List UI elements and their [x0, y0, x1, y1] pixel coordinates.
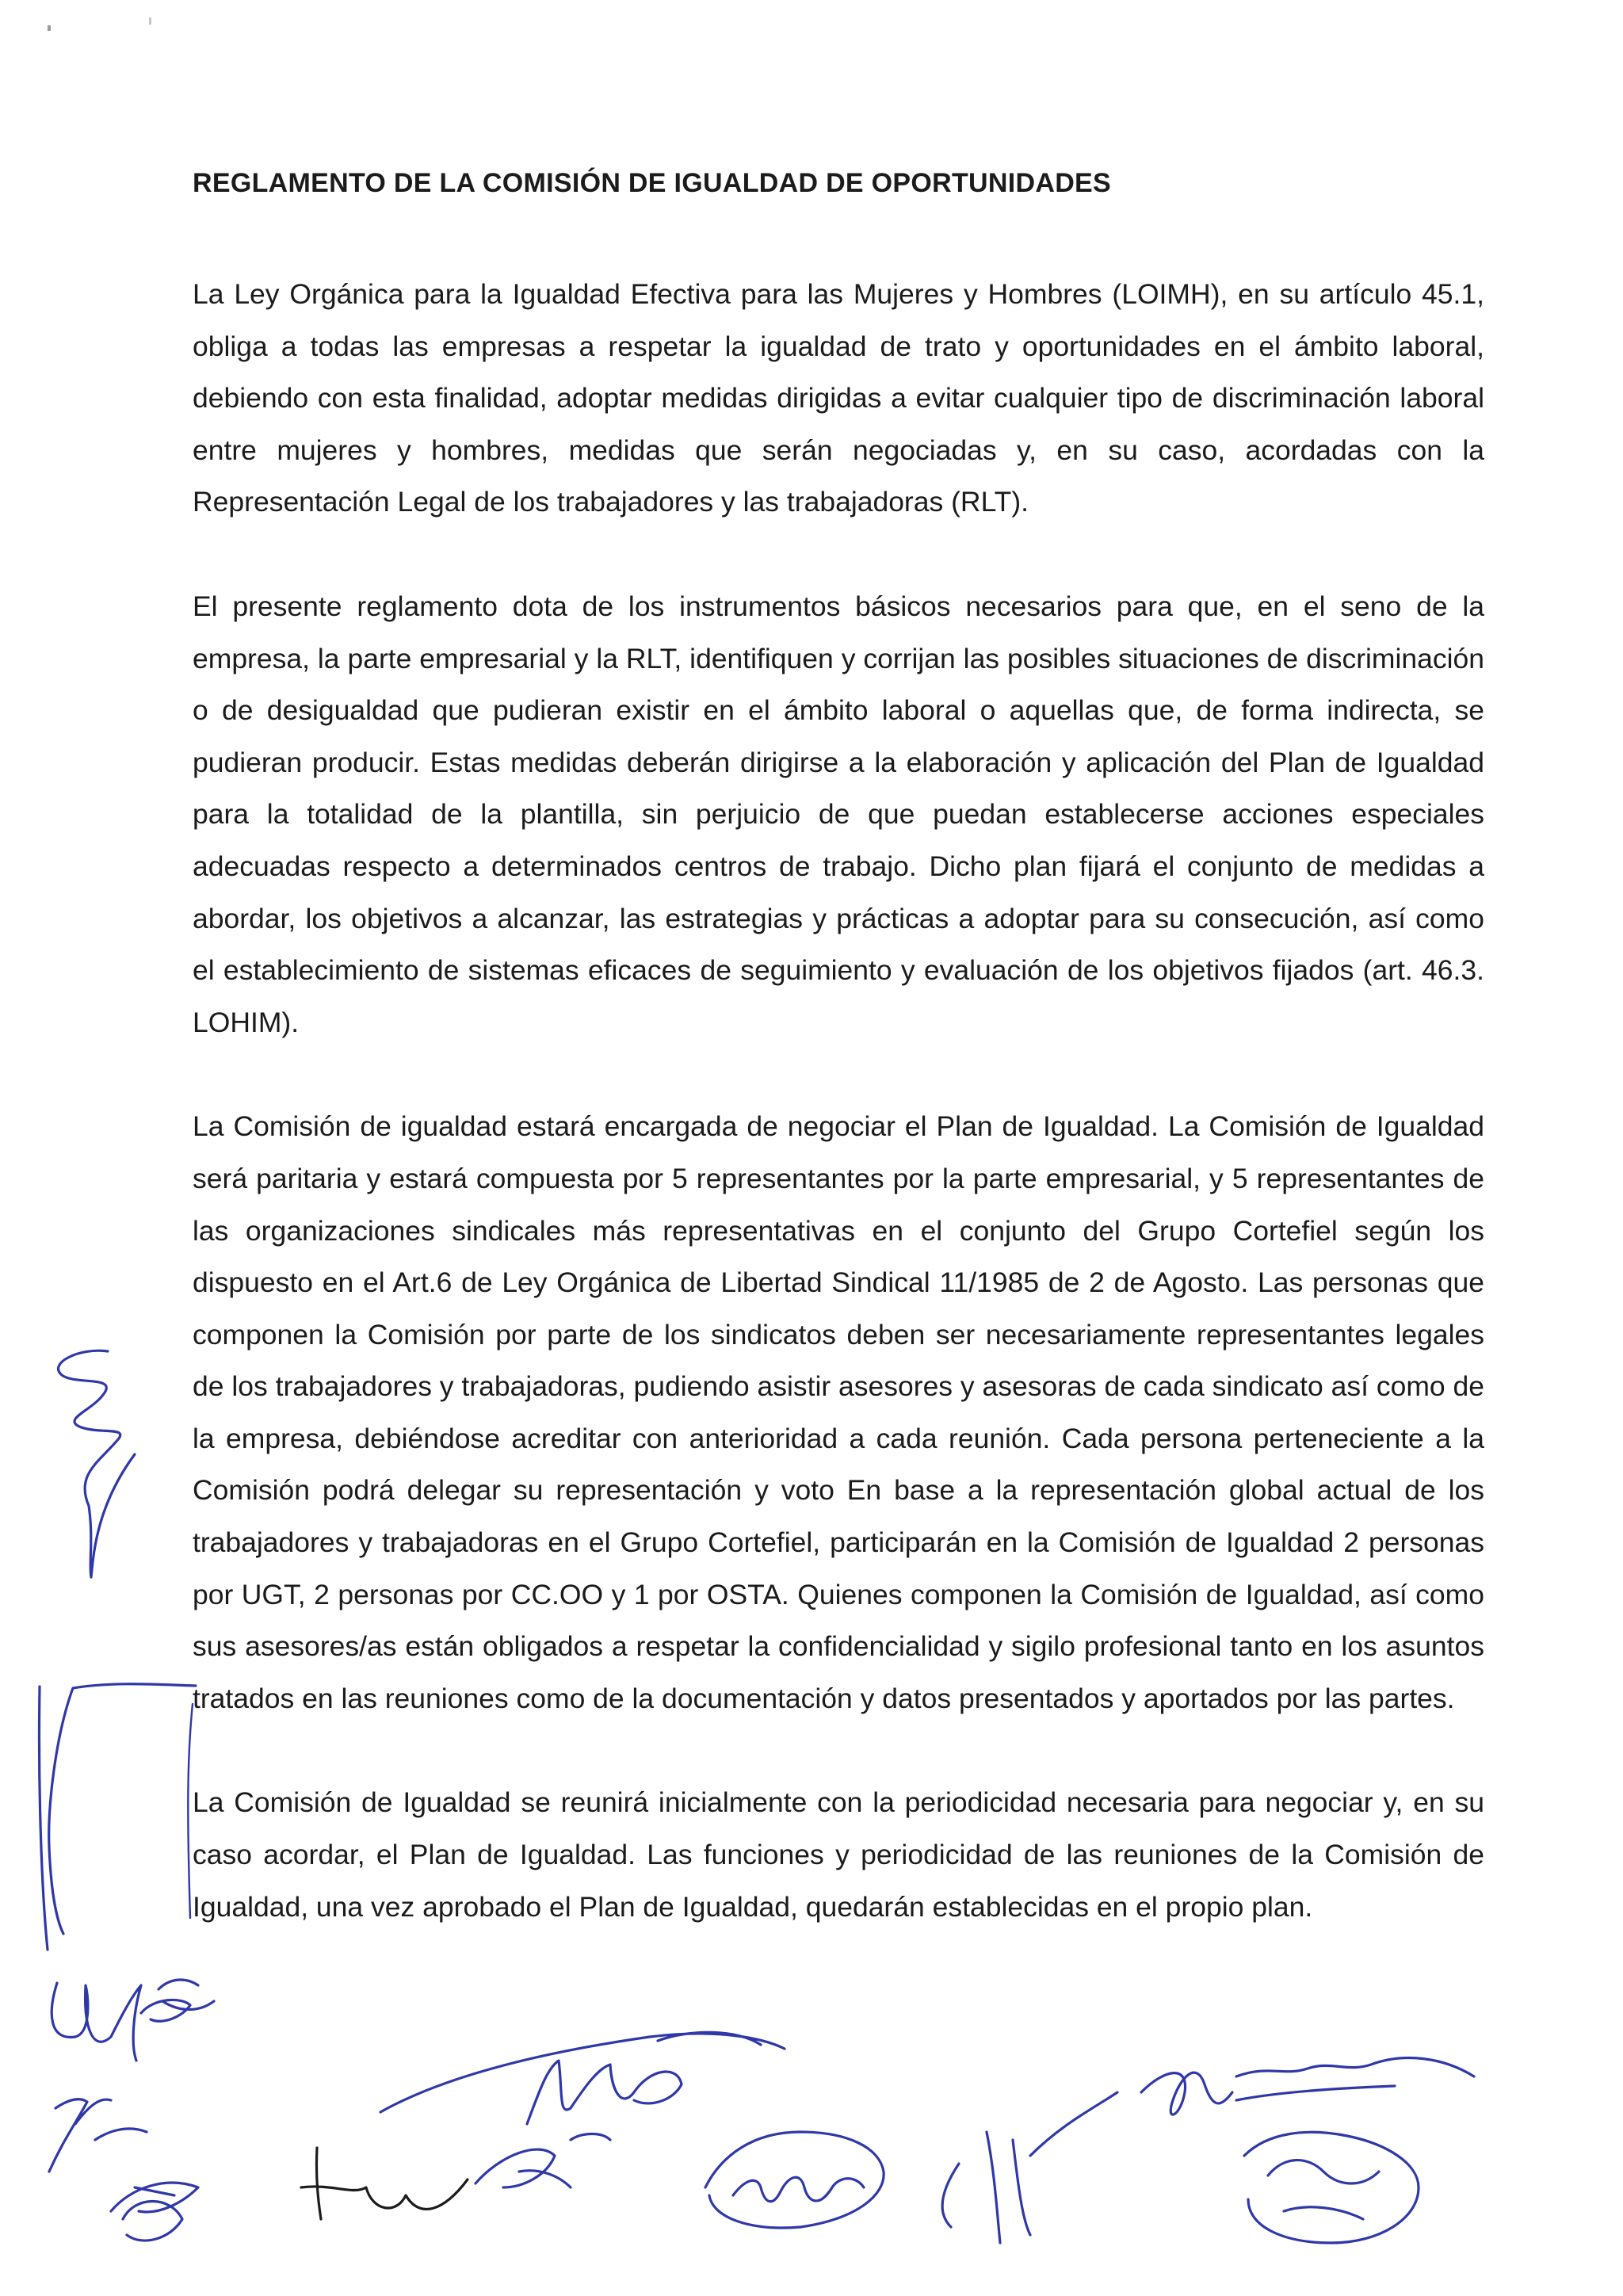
- document-title: REGLAMENTO DE LA COMISIÓN DE IGUALDAD DE OPORTUNIDADES: [193, 168, 1112, 198]
- paragraph-loimh: La Ley Orgánica para la Igualdad Efectiva para las Mujeres y Hombres (LOIMH), en su artículo 45.1, obliga a todas las empresas a respetar la igualdad de trato y oportunidades en el ámbito laboral, debiendo con esta finalidad, adoptar medidas dirigidas a evitar cualquier tipo de discriminación laboral entre mujeres y hombres, medidas que serán negociadas y, en su caso, acordadas con la Representación Legal de los trabajadores y las trabajadoras (RLT).: [193, 278, 1484, 518]
- margin-signature-ulises: [52, 1980, 214, 2061]
- margin-signature-lower: [49, 2099, 147, 2172]
- margin-bracket: [39, 1684, 196, 1950]
- document-body: [193, 168, 1484, 1985]
- paragraph-composicion: La Comisión de igualdad estará encargada de negociar el Plan de Igualdad. La Comisión de Igualdad será paritaria y estará compuesta por 5 representantes por la parte empresarial, y 5 representantes de las organizaciones sindicales más representativas en el conjunto del Grupo Cortefiel según los dispuesto en el Art.6 de Ley Orgánica de Libertad Sindical 11/1985 de 2 de Agosto. Las personas que componen la Comisión por parte de los sindicatos deben ser necesariamente representantes legales de los trabajadores y trabajadoras, pudiendo asistir asesores y asesoras de cada sindicato así como de la empresa, debiéndose acreditar con anterioridad a cada reunión. Cada persona perteneciente a la Comisión podrá delegar su representación y voto En base a la representación global actual de los trabajadores y trabajadoras en el Grupo Cortefiel, participarán en la Comisión de Igualdad 2 personas por UGT, 2 personas por CC.OO y 1 por OSTA. Quienes componen la Comisión de Igualdad, así como sus asesores/as están obligados a respetar la confidencialidad y sigilo profesional tanto en los asuntos tratados en las reuniones como de la documentación y datos presentados y aportados por las partes.: [193, 1110, 1484, 1714]
- signature-8: [1244, 2132, 1419, 2243]
- paragraph-reuniones: La Comisión de Igualdad se reunirá inicialmente con la periodicidad necesaria para negociar y, en su caso acordar, el Plan de Igualdad. Las funciones y periodicidad de las reuniones de la Comisión de Igualdad, una vez aprobado el Plan de Igualdad, quedarán establecidas en el propio plan.: [193, 1786, 1484, 1923]
- signature-4: [475, 2134, 610, 2188]
- signature-1: [111, 2183, 198, 2241]
- signature-carlos: [705, 2132, 884, 2228]
- signature-6: [942, 2092, 1117, 2243]
- signature-2: [301, 2148, 468, 2219]
- signature-3: [380, 2032, 785, 2124]
- signature-contreras: [1141, 2058, 1474, 2115]
- paragraph-reglamento: El presente reglamento dota de los instrumentos básicos necesarios para que, en el seno de la empresa, la parte empresarial y la RLT, identifiquen y corrijan las posibles situaciones de discriminación o de desigualdad que pudieran existir en el ámbito laboral o aquellas que, de forma indirecta, se pudieran producir. Estas medidas deberán dirigirse a la elaboración y aplicación del Plan de Igualdad para la totalidad de la plantilla, sin perjuicio de que puedan establecerse acciones especiales adecuadas respecto a determinados centros de trabajo. Dicho plan fijará el conjunto de medidas a abordar, los objetivos a alcanzar, las estrategias y prácticas a adoptar para su consecución, así como el establecimiento de sistemas eficaces de seguimiento y evaluación de los objetivos fijados (art. 46.3. LOHIM).: [193, 590, 1484, 1038]
- margin-signature-top: [59, 1350, 135, 1577]
